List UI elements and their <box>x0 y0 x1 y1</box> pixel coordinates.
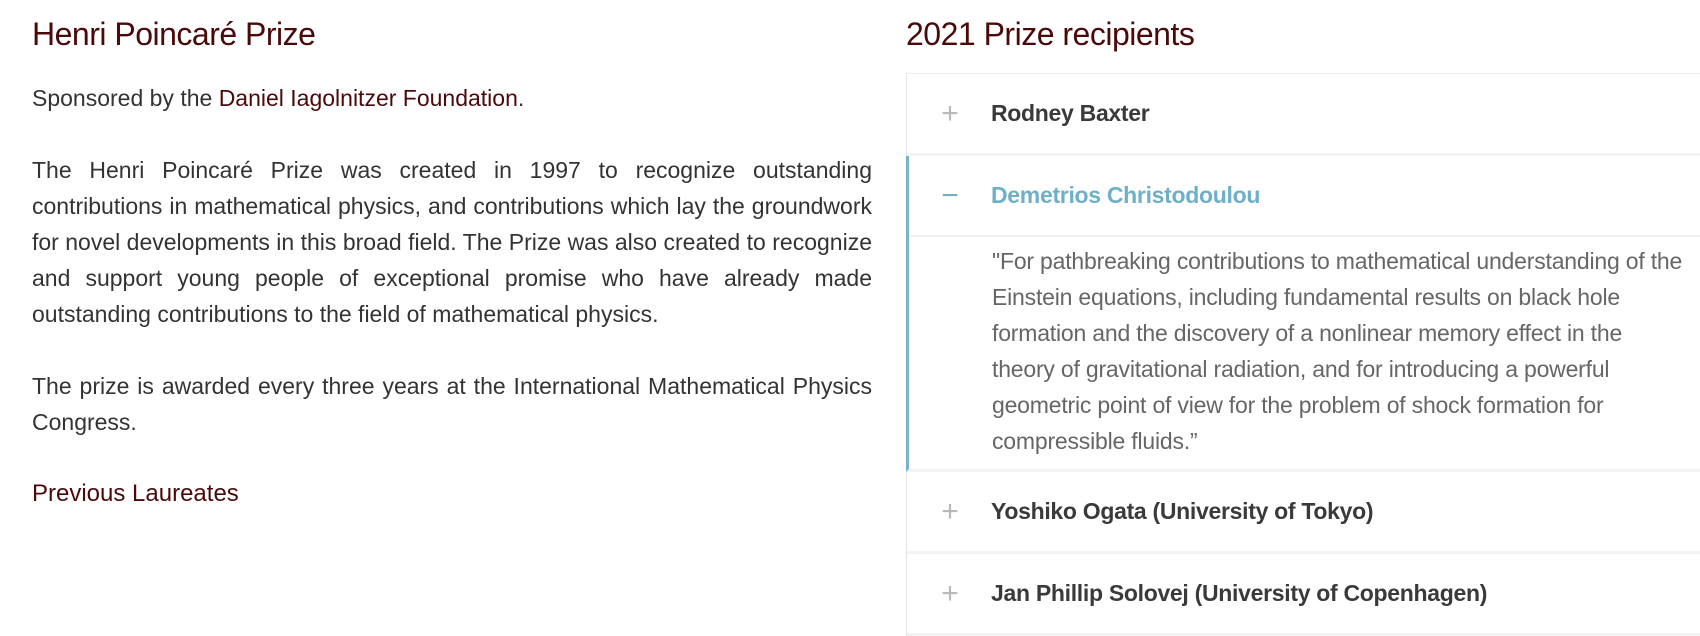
accordion-item-yoshiko-ogata <box>907 472 1700 554</box>
sponsor-line <box>32 80 872 116</box>
accordion-header[interactable] <box>907 74 1700 153</box>
recipient-citation: "For pathbreaking contributions to mathematical understanding of the Einstein equations, including fundamental results on black hole formation and the discovery of a nonlinear memory effect in the theory of gravitational radiation, and for introducing a powerful geometric point of view for the problem of shock formation for compressible fluids.” <box>992 248 1683 454</box>
sponsor-foundation-link[interactable]: Daniel Iagolnitzer Foundation <box>218 85 518 111</box>
accordion-item-demetrios-christodoulou <box>906 156 1700 472</box>
accordion-header[interactable] <box>909 156 1700 237</box>
prize-frequency: The prize is awarded every three years at the International Mathematical Physics Congress. <box>32 373 872 435</box>
minus-icon: − <box>941 178 959 212</box>
previous-laureates-link[interactable]: Previous Laureates <box>32 480 239 507</box>
plus-icon: + <box>941 494 959 528</box>
accordion-header[interactable] <box>907 554 1700 633</box>
recipient-name: Rodney Baxter <box>991 100 1150 126</box>
page-title: Henri Poincaré Prize <box>32 16 316 52</box>
prize-info-column <box>32 0 872 512</box>
recipients-title: 2021 Prize recipients <box>906 16 1195 52</box>
sponsor-prefix: Sponsored by the <box>32 85 219 111</box>
recipients-column <box>906 0 1699 54</box>
prize-description: The Henri Poincaré Prize was created in 1997 to recognize outstanding contributions in mathematical physics, and contributions which lay the groundwork for novel developments in this broad field. The Prize was also created to recognize and support young people of exceptional promise who have already made outstanding contributions to the field of mathematical physics. <box>32 157 872 327</box>
accordion-header[interactable] <box>907 472 1700 551</box>
accordion-item-jan-phillip-solovej <box>907 554 1700 636</box>
plus-icon: + <box>941 96 959 130</box>
accordion-item-rodney-baxter <box>907 74 1700 156</box>
recipients-accordion <box>906 73 1700 636</box>
recipient-name: Demetrios Christodoulou <box>991 182 1261 208</box>
plus-icon: + <box>941 576 959 610</box>
recipient-name: Yoshiko Ogata (University of Tokyo) <box>991 498 1374 524</box>
sponsor-suffix: . <box>517 85 525 111</box>
recipient-name: Jan Phillip Solovej (University of Copenhagen) <box>991 580 1488 606</box>
